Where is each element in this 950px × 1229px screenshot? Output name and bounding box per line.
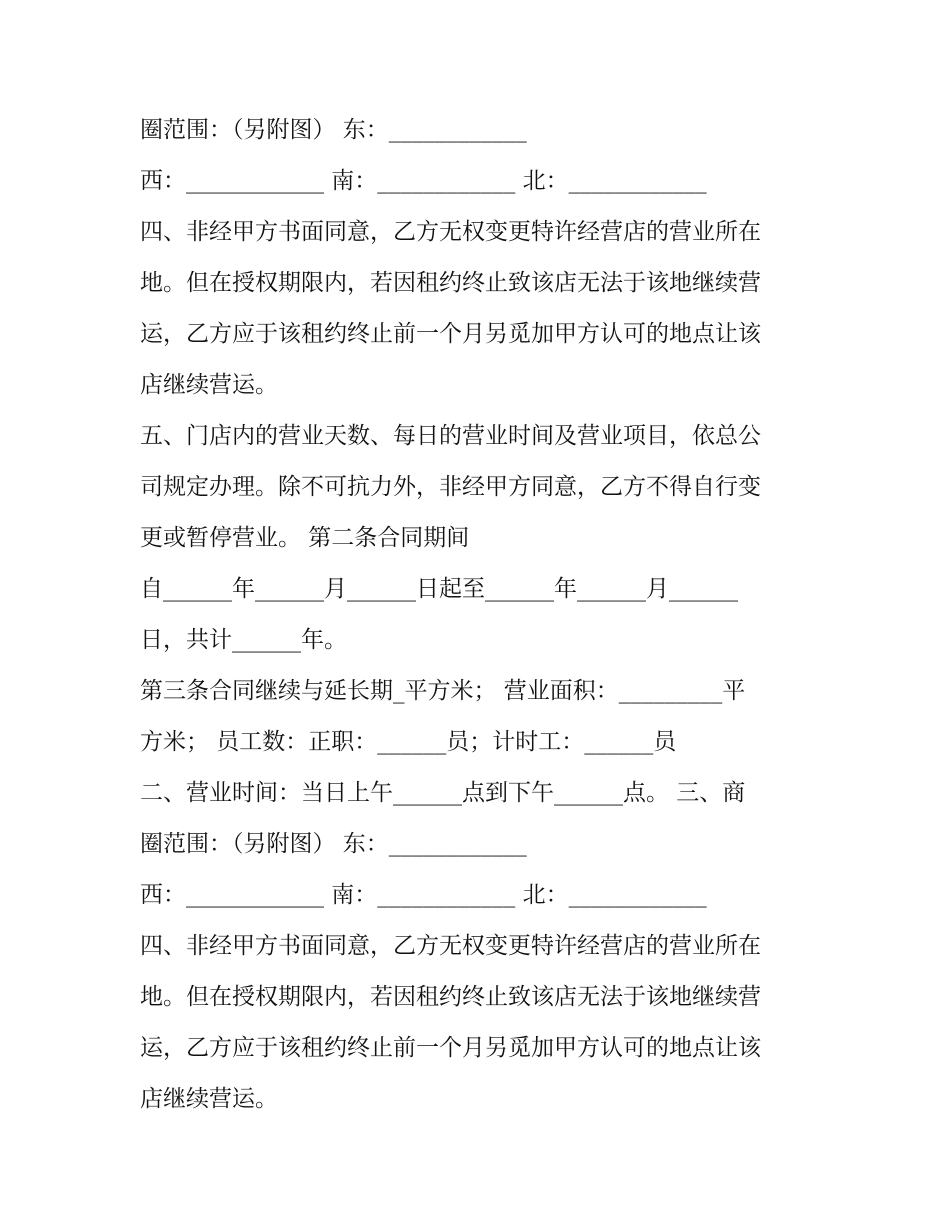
- text-line: 四、非经甲方书面同意，乙方无权变更特许经营店的营业所在: [140, 933, 761, 959]
- text-line: 运，乙方应于该租约终止前一个月另觅加甲方认可的地点让该: [140, 1035, 761, 1061]
- text-line: 五、门店内的营业天数、每日的营业时间及营业项目，依总公: [140, 423, 761, 449]
- text-line: 日，共计______年。: [140, 627, 347, 653]
- text-line: 西：____________ 南：____________ 北：____________: [140, 168, 707, 194]
- text-line: 四、非经甲方书面同意，乙方无权变更特许经营店的营业所在: [140, 219, 761, 245]
- text-line: 圈范围：（另附图） 东：____________: [140, 117, 527, 143]
- text-line: 第三条合同继续与延长期_平方米； 营业面积：_________平: [140, 678, 746, 704]
- text-line: 二、营业时间：当日上午______点到下午______点。 三、商: [140, 780, 746, 806]
- text-line: 店继续营运。: [140, 372, 278, 398]
- text-line: 地。但在授权期限内，若因租约终止致该店无法于该地继续营: [140, 270, 761, 296]
- text-line: 圈范围：（另附图） 东：____________: [140, 831, 527, 857]
- text-line: 西：____________ 南：____________ 北：____________: [140, 882, 707, 908]
- text-line: 店继续营运。: [140, 1086, 278, 1112]
- text-line: 运，乙方应于该租约终止前一个月另觅加甲方认可的地点让该: [140, 321, 761, 347]
- text-line: 方米； 员工数：正职：______员；计时工：______员: [140, 729, 677, 755]
- contract-text-block: [140, 105, 820, 1125]
- text-line: 自______年______月______日起至______年______月______: [140, 576, 738, 602]
- text-line: 地。但在授权期限内，若因租约终止致该店无法于该地继续营: [140, 984, 761, 1010]
- text-line: 更或暂停营业。 第二条合同期间: [140, 525, 470, 551]
- text-line: 司规定办理。除不可抗力外，非经甲方同意，乙方不得自行变: [140, 474, 761, 500]
